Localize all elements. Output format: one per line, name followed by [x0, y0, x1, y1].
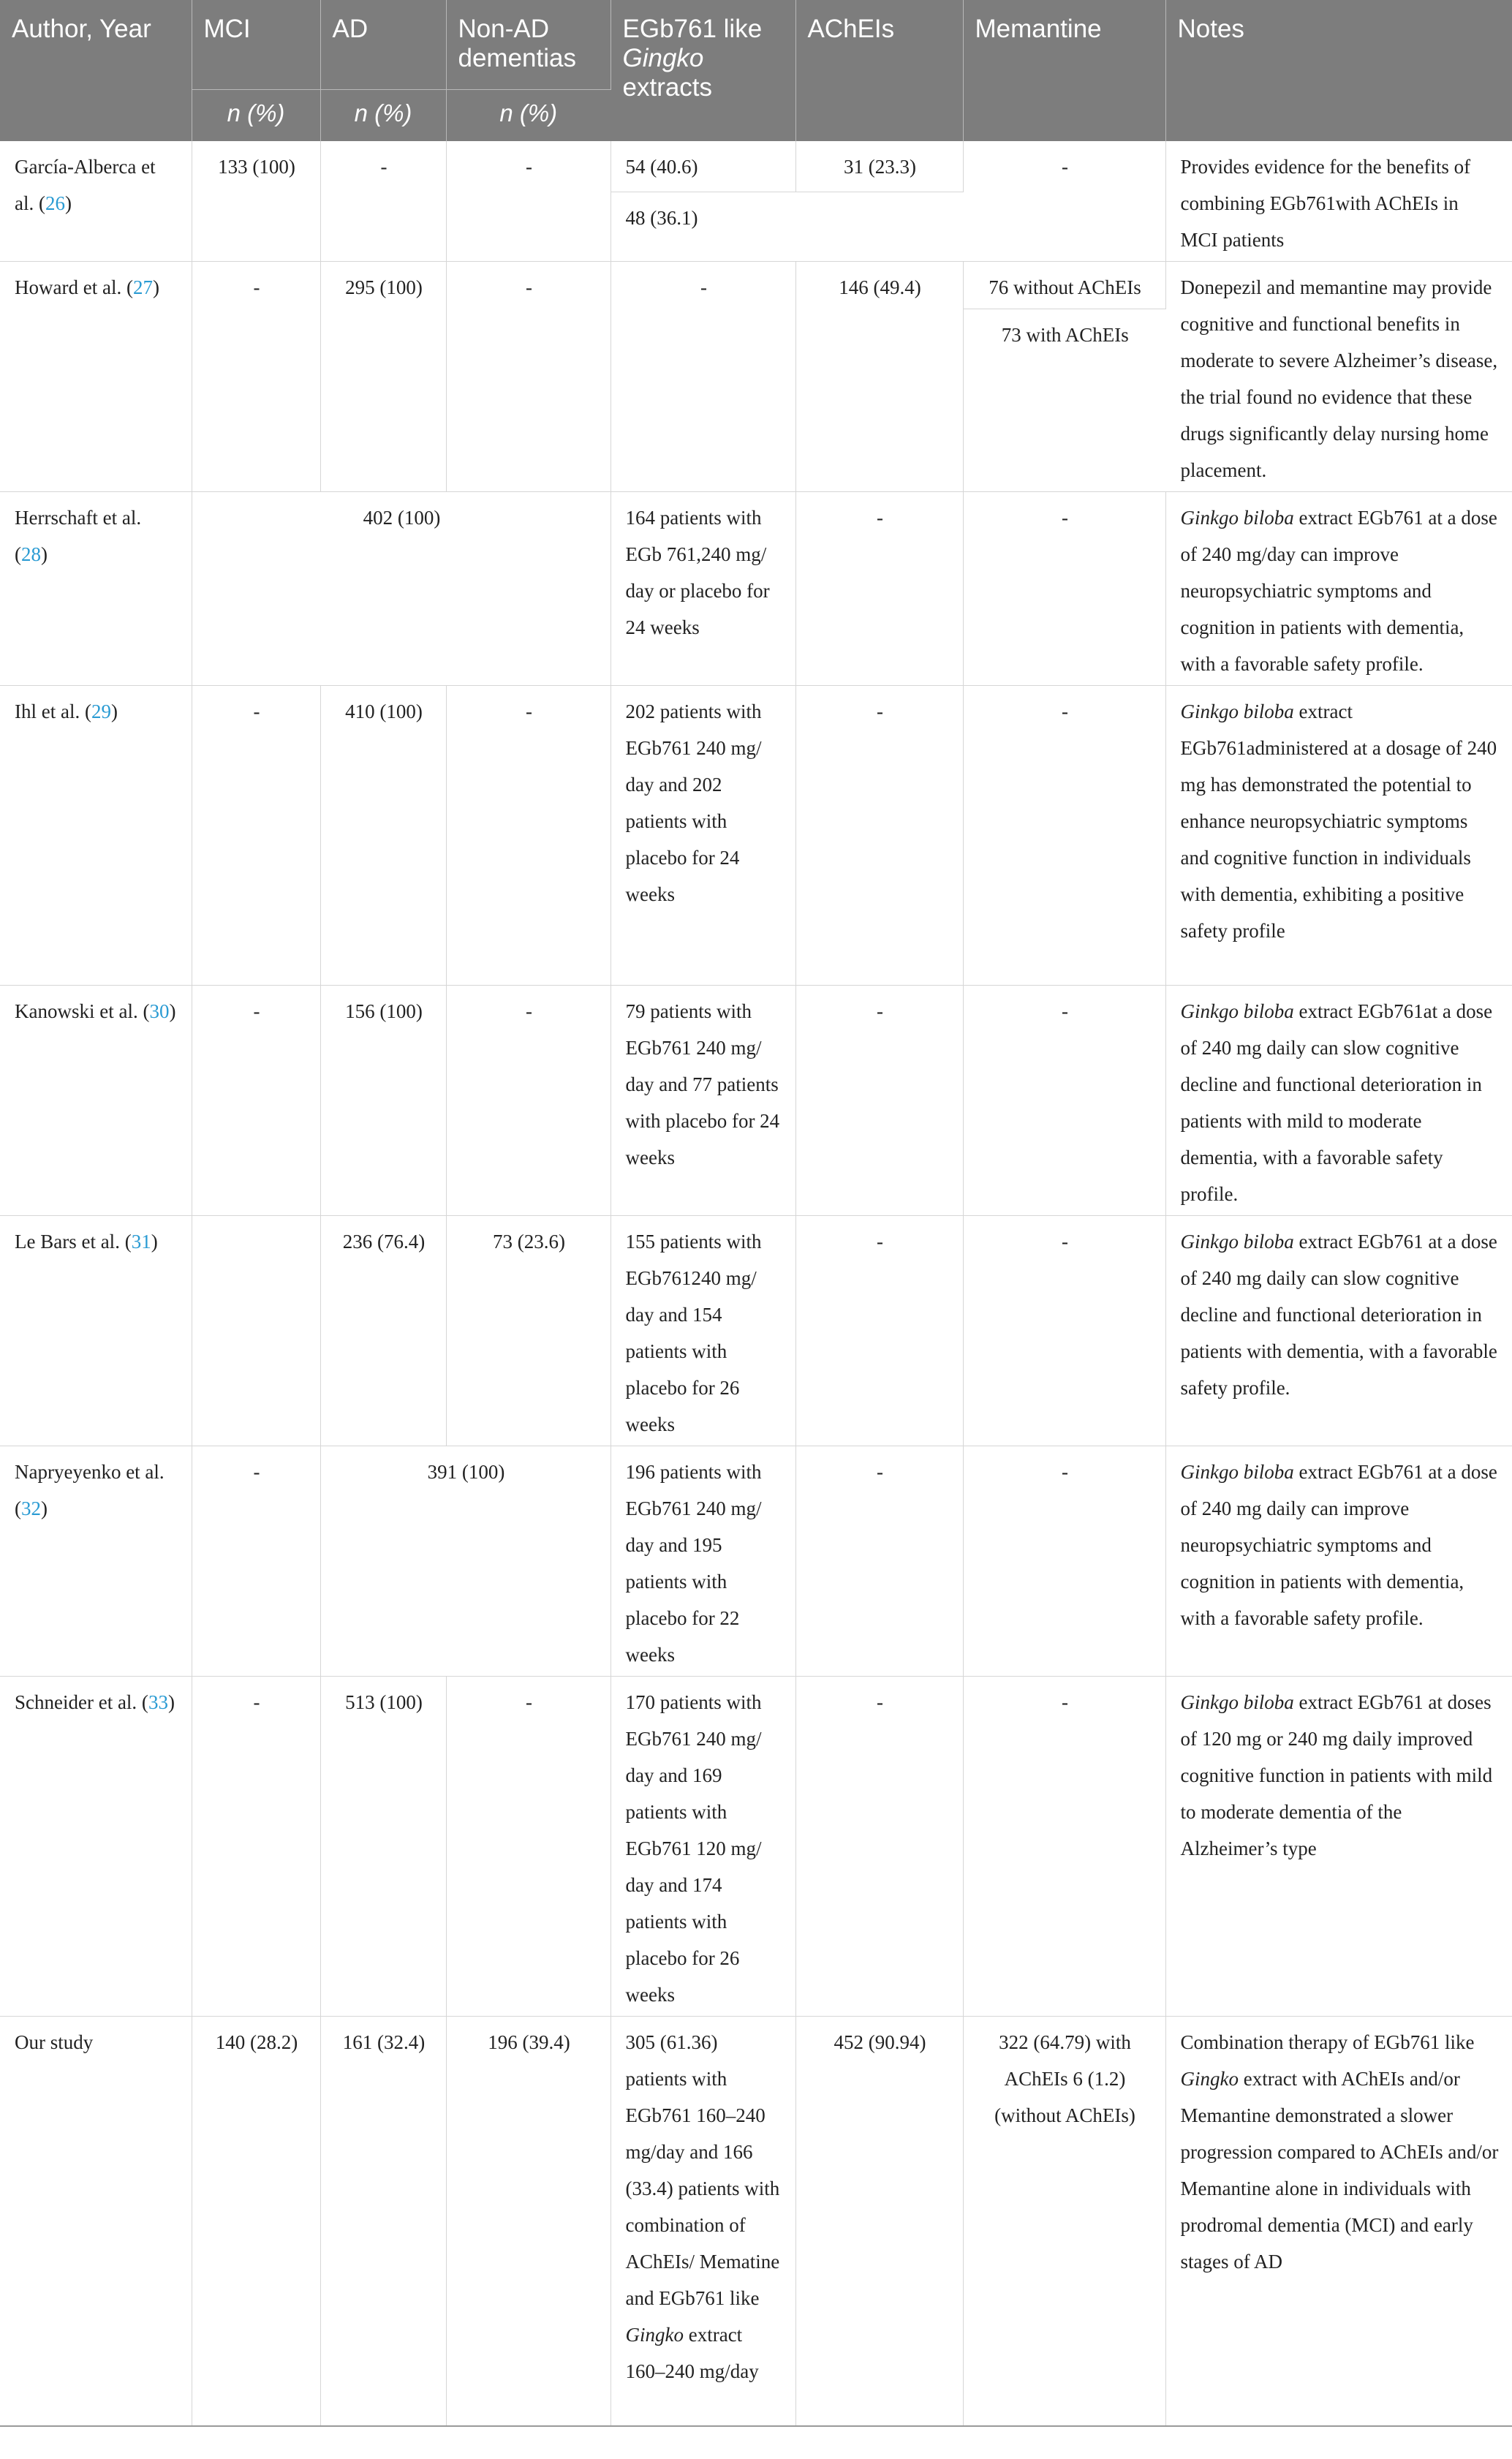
col-ad-unit: n (%) — [320, 90, 446, 142]
cell-ad: - — [320, 141, 446, 262]
reference-link[interactable]: 29 — [91, 700, 111, 722]
cell-notes: Provides evidence for the benefits of combining EGb761with AChEIs in MCI patients — [1165, 141, 1512, 262]
cell-acheis: - — [795, 1446, 963, 1677]
cell-acheis: - — [795, 492, 963, 686]
cell-non-ad: - — [446, 262, 611, 492]
table-row — [0, 1446, 1512, 1677]
cell-memantine: 322 (64.79) with AChEIs 6 (1.2) (without AChEIs) — [963, 2017, 1165, 2426]
cell-non-ad: - — [446, 986, 611, 1216]
cell-ad: 295 (100) — [320, 262, 446, 492]
cell-mci: 140 (28.2) — [192, 2017, 320, 2426]
cell-notes: Donepezil and memantine may provide cognitive and functional benefits in moderate to severe Alzheimer’s disease, the trial found no evidence that these drugs significantly delay nursing home placement. — [1165, 262, 1512, 492]
cell-memantine: - — [963, 686, 1165, 986]
cell-ad: 156 (100) — [320, 986, 446, 1216]
cell-author: García-Alberca et al. (26) — [0, 141, 192, 262]
cell-mci: - — [192, 1446, 320, 1677]
col-acheis: AChEIs — [795, 0, 963, 141]
cell-mci: 133 (100) — [192, 141, 320, 262]
cell-acheis: 146 (49.4) — [795, 262, 963, 492]
table-row — [0, 492, 1512, 686]
table-row — [0, 686, 1512, 986]
cell-notes: Ginkgo biloba extract EGb761administered at a dosage of 240 mg has demonstrated the potential to enhance neuropsychiatric symptoms and cognitive function in individuals with dementia, exhibiting a positive safety profile — [1165, 686, 1512, 986]
col-mci-unit: n (%) — [192, 90, 320, 142]
cell-mci: - — [192, 686, 320, 986]
cell-author: Ihl et al. (29) — [0, 686, 192, 986]
cell-ad: 410 (100) — [320, 686, 446, 986]
col-author-year: Author, Year — [0, 0, 192, 141]
cell-non-ad: 196 (39.4) — [446, 2017, 611, 2426]
cell-dementia-total: 391 (100) — [320, 1446, 611, 1677]
cell-egb761: 196 patients with EGb761 240 mg/ day and 195 patients with placebo for 22 weeks — [611, 1446, 795, 1677]
cell-mci: - — [192, 262, 320, 492]
cell-non-ad: - — [446, 686, 611, 986]
cell-egb761: 170 patients with EGb761 240 mg/ day and 169 patients with EGb761 120 mg/ day and 174 patients with placebo for 26 weeks — [611, 1677, 795, 2017]
reference-link[interactable]: 31 — [131, 1231, 151, 1253]
cell-ad: 161 (32.4) — [320, 2017, 446, 2426]
cell-author: Howard et al. (27) — [0, 262, 192, 492]
reference-link[interactable]: 30 — [149, 1000, 170, 1022]
cell-notes: Ginkgo biloba extract EGb761 at doses of 120 mg or 240 mg daily improved cognitive function in patients with mild to moderate dementia of the Alzheimer’s type — [1165, 1677, 1512, 2017]
cell-notes: Ginkgo biloba extract EGb761 at a dose of 240 mg daily can improve neuropsychiatric symptoms and cognition in patients with dementia, with a favorable safety profile. — [1165, 1446, 1512, 1677]
col-mci: MCI — [192, 0, 320, 90]
cell-mci: - — [192, 1677, 320, 2017]
col-non-ad: Non-AD dementias — [446, 0, 611, 90]
cell-notes: Ginkgo biloba extract EGb761 at a dose of 240 mg/day can improve neuropsychiatric symptoms and cognition in patients with dementia, with a favorable safety profile. — [1165, 492, 1512, 686]
cell-notes: Combination therapy of EGb761 like Gingko extract with AChEIs and/or Memantine demonstrated a slower progression compared to AChEIs and/or Memantine alone in individuals with prodromal dementia (MCI) and early stages of AD — [1165, 2017, 1512, 2426]
cell-memantine: 73 with AChEIs — [963, 309, 1165, 492]
table-row — [0, 262, 1512, 309]
table-row — [0, 141, 1512, 192]
cell-non-ad: - — [446, 141, 611, 262]
cell-non-ad: - — [446, 1677, 611, 2017]
cell-memantine: - — [963, 1446, 1165, 1677]
col-egb761: EGb761 like Gingko extracts — [611, 0, 795, 141]
cell-memantine: - — [963, 141, 1165, 262]
reference-link[interactable]: 26 — [45, 192, 65, 214]
cell-egb761: 164 patients with EGb 761,240 mg/ day or placebo for 24 weeks — [611, 492, 795, 686]
table-row — [0, 1677, 1512, 2017]
cell-egb761: 202 patients with EGb761 240 mg/ day and 202 patients with placebo for 24 weeks — [611, 686, 795, 986]
cell-memantine: - — [963, 986, 1165, 1216]
cell-egb761-combined: 48 (36.1) — [611, 192, 963, 262]
reference-link[interactable]: 33 — [148, 1691, 168, 1713]
cell-acheis: 452 (90.94) — [795, 2017, 963, 2426]
col-memantine: Memantine — [963, 0, 1165, 141]
cell-author: Napryeyenko et al. (32) — [0, 1446, 192, 1677]
reference-link[interactable]: 32 — [21, 1497, 41, 1519]
cell-egb761: 155 patients with EGb761240 mg/ day and 154 patients with placebo for 26 weeks — [611, 1216, 795, 1446]
table-row — [0, 1216, 1512, 1446]
cell-acheis: - — [795, 1216, 963, 1446]
cell-egb761: 79 patients with EGb761 240 mg/ day and 77 patients with placebo for 24 weeks — [611, 986, 795, 1216]
cell-author: Kanowski et al. (30) — [0, 986, 192, 1216]
cell-memantine: - — [963, 492, 1165, 686]
cell-dementia-total: 402 (100) — [192, 492, 611, 686]
cell-acheis: - — [795, 986, 963, 1216]
cell-author: Herrschaft et al. (28) — [0, 492, 192, 686]
cell-non-ad: 73 (23.6) — [446, 1216, 611, 1446]
cell-acheis: - — [795, 1677, 963, 2017]
table-row — [0, 2017, 1512, 2426]
reference-link[interactable]: 27 — [132, 276, 153, 298]
cell-egb761: 54 (40.6) — [611, 141, 795, 192]
col-ad: AD — [320, 0, 446, 90]
col-non-ad-unit: n (%) — [446, 90, 611, 142]
cell-mci — [192, 1216, 320, 1446]
cell-memantine: - — [963, 1677, 1165, 2017]
cell-memantine: 76 without AChEIs — [963, 262, 1165, 309]
cell-author: Our study — [0, 2017, 192, 2426]
cell-notes: Ginkgo biloba extract EGb761 at a dose of 240 mg daily can slow cognitive decline and functional deterioration in patients with dementia, with a favorable safety profile. — [1165, 1216, 1512, 1446]
cell-acheis: 31 (23.3) — [795, 141, 963, 192]
table-row — [0, 986, 1512, 1216]
cell-notes: Ginkgo biloba extract EGb761at a dose of 240 mg daily can slow cognitive decline and functional deterioration in patients with mild to moderate dementia, with a favorable safety profile. — [1165, 986, 1512, 1216]
table-header — [0, 0, 1512, 141]
cell-author: Le Bars et al. (31) — [0, 1216, 192, 1446]
cell-mci: - — [192, 986, 320, 1216]
table-body — [0, 141, 1512, 2426]
cell-egb761: 305 (61.36) patients with EGb761 160–240 mg/day and 166 (33.4) patients with combination of AChEIs/ Mematine and EGb761 like Gingko extract 160–240 mg/day — [611, 2017, 795, 2426]
cell-memantine: - — [963, 1216, 1165, 1446]
col-notes: Notes — [1165, 0, 1512, 141]
reference-link[interactable]: 28 — [21, 543, 41, 565]
cell-ad: 236 (76.4) — [320, 1216, 446, 1446]
cell-author: Schneider et al. (33) — [0, 1677, 192, 2017]
cell-acheis: - — [795, 686, 963, 986]
cell-egb761: - — [611, 262, 795, 492]
cell-ad: 513 (100) — [320, 1677, 446, 2017]
